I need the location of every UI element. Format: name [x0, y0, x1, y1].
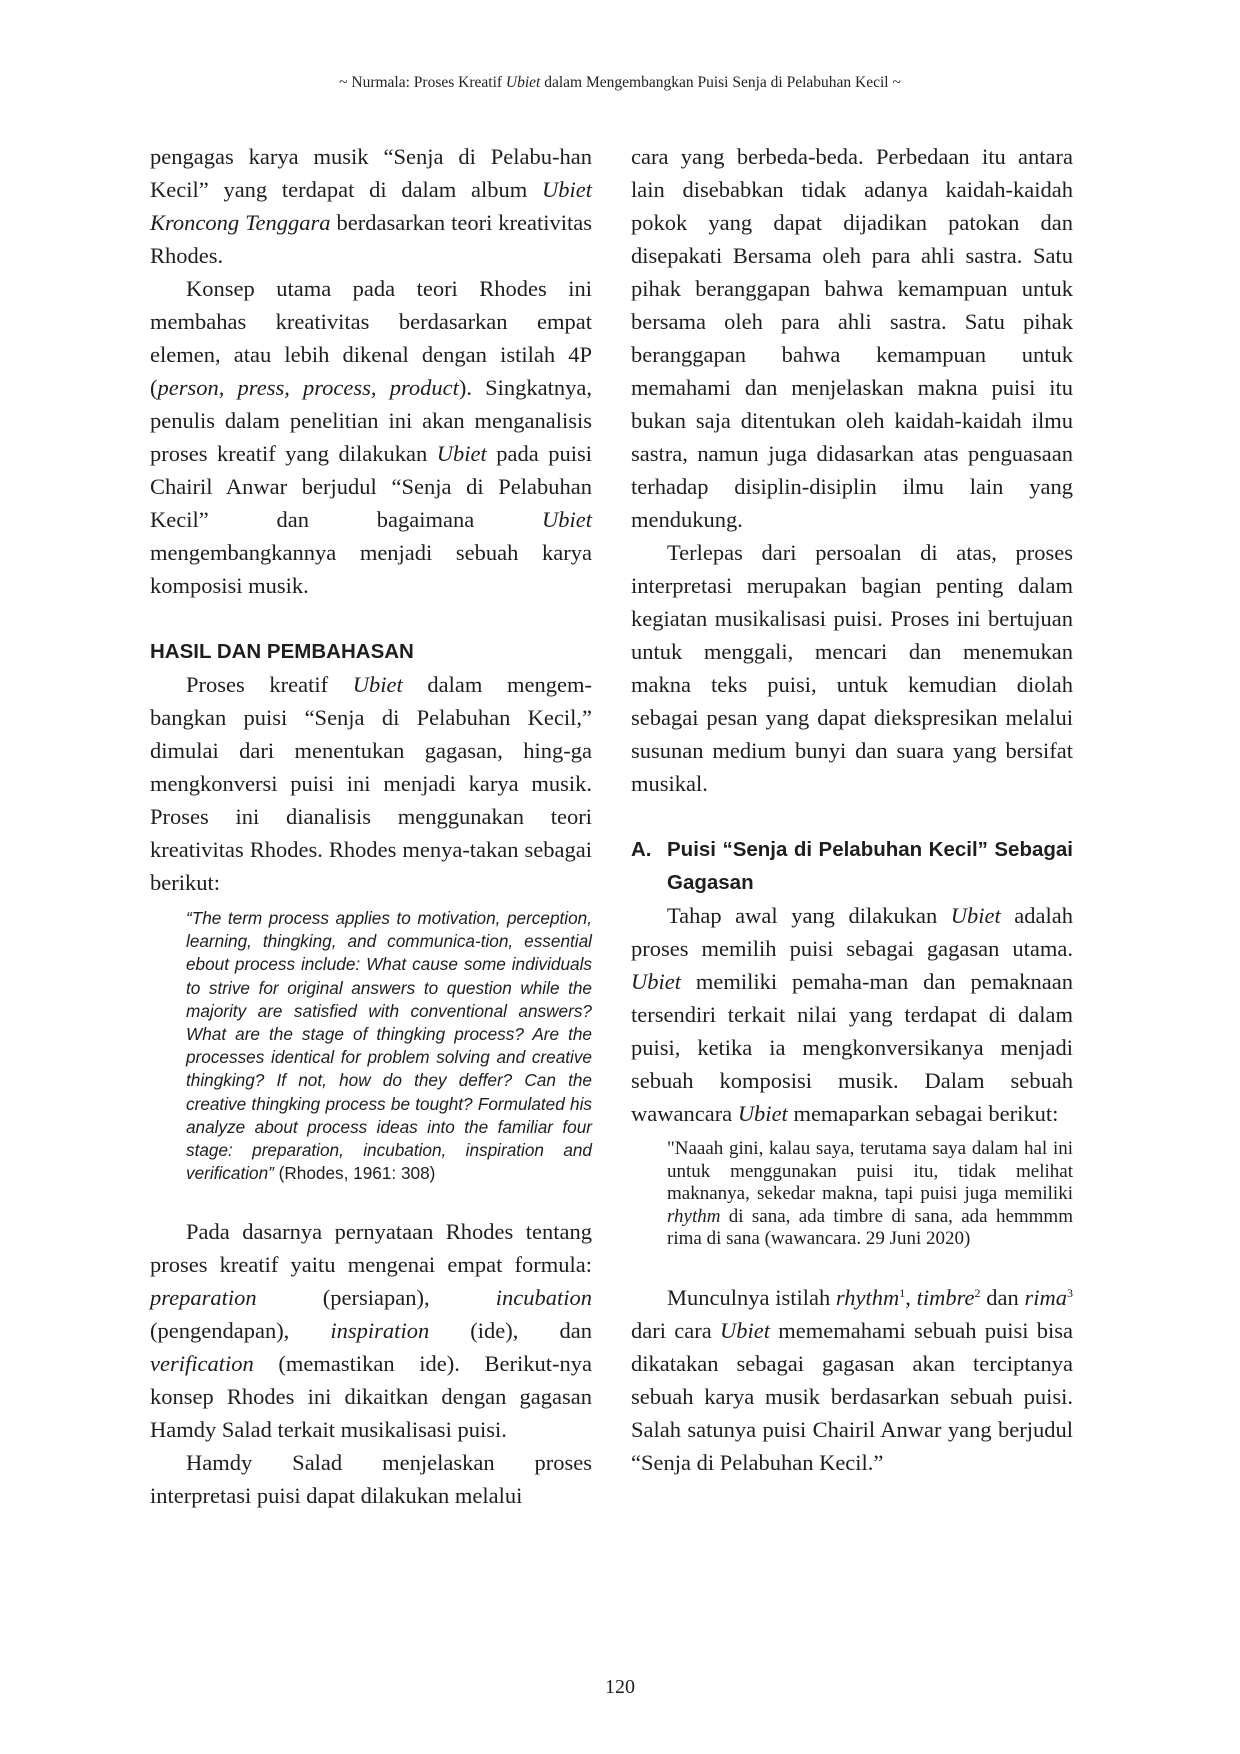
running-head-italic: Ubiet — [505, 74, 541, 91]
italic-text: Ubiet — [737, 1101, 788, 1126]
italic-text: Ubiet — [950, 903, 1001, 928]
text: dalam mengem-bangkan puisi “Senja di Pelabuhan Kecil,” dimulai dari menentukan gagasan, hing-ga mengkonversi puisi ini menjadi karya musik. Proses ini dianalisis menggunakan teori kreativitas Rhodes. Rhodes menya-takan sebagai berikut: — [150, 672, 592, 895]
text: (pengendapan), — [150, 1318, 331, 1344]
italic-text: verification — [150, 1351, 254, 1377]
text: mengembangkannya menjadi sebuah karya komposisi musik. — [150, 540, 592, 598]
block-quote-english — [186, 907, 592, 1185]
text: mememahami sebuah puisi bisa dikatakan sebagai gagasan akan terciptanya sebuah karya musik berdasarkan sebuah puisi. Salah satunya puisi Chairil Anwar yang berjudul “Senja di Pelabuhan Kecil.” — [631, 1317, 1074, 1475]
page-number: 120 — [605, 1676, 635, 1698]
paragraph — [150, 668, 592, 899]
block-quote-interview — [667, 1138, 1073, 1251]
text: (ide), dan — [429, 1318, 592, 1344]
left-column — [150, 140, 592, 1512]
footnote-marker: 3 — [1067, 1285, 1073, 1300]
paragraph — [150, 1215, 592, 1446]
text: memiliki pemaha-man dan pemaknaan tersendiri terkait nilai yang terdapat di dalam puisi, ketika ia mengkonversikanya menjadi sebuah komposisi musik. Dalam sebuah wawancara — [631, 969, 1073, 1126]
italic-text: preparation — [150, 1285, 257, 1311]
section-heading: HASIL DAN PEMBAHASAN — [150, 640, 414, 663]
paragraph — [150, 140, 592, 272]
text: dari cara — [631, 1317, 720, 1343]
quote-text: "Naaah gini, kalau saya, terutama saya dalam hal ini untuk menggunakan puisi itu, tidak melihat maknanya, sekedar makna, tapi puisi juga memiliki — [667, 1138, 1073, 1205]
italic-text: rhythm — [835, 1284, 900, 1310]
text: berdasarkan teori kreativitas Rhodes. — [150, 210, 592, 268]
running-head — [0, 74, 1240, 92]
paragraph — [150, 272, 592, 602]
paragraph: cara yang berbeda-beda. Perbedaan itu antara lain disebabkan tidak adanya kaidah-kaidah pokok yang dapat dijadikan patokan dan disepakati Bersama oleh para ahli sastra. Satu pihak beranggapan bahwa kemampuan untuk bersama oleh para ahli sastra. Satu pihak beranggapan bahwa kemampuan untuk memahami dan menjelaskan makna puisi itu bukan saja ditentukan oleh kaidah-kaidah ilmu sastra, namun juga didasarkan atas penguasaan terhadap disiplin-disiplin ilmu lain yang mendukung. — [631, 144, 1073, 532]
paragraph: Terlepas dari persoalan di atas, proses interpretasi merupakan bagian penting dalam kegiatan musikalisasi puisi. Proses ini bertujuan untuk menggali, mencari dan menemukan makna teks puisi, untuk kemudian diolah sebagai pesan yang dapat diekspresikan melalui susunan medium bunyi dan suara yang bersifat musikal. — [631, 540, 1073, 796]
text: , — [905, 1284, 917, 1310]
text: Proses kreatif — [186, 672, 353, 697]
italic-text: rima — [1024, 1284, 1067, 1310]
quote-text: “The term process applies to motivation, perception, learning, thingking, and communica-tion, essential ebout process include: What cause some individuals to strive for original answers to question while the majority are satisfied with conventional answers? What are the stage of thingking process? Are the processes identical for problem solving and creative thingking? If not, how do they deffer? Can the creative thingking process be tought? Formulated his analyze about process ideas into the familiar four stage: preparation, incubation, inspiration and verification” — [186, 908, 592, 1184]
italic-text: Ubiet — [542, 507, 592, 532]
text: Tahap awal yang dilakukan — [667, 903, 951, 928]
text: (memastikan ide). Berikut-nya konsep Rhodes ini dikaitkan dengan gagasan Hamdy Salad terkait musikalisasi puisi. — [150, 1351, 592, 1443]
text: Munculnya istilah — [667, 1284, 836, 1310]
text: memaparkan sebagai berikut: — [787, 1101, 1059, 1126]
text: dan — [980, 1284, 1025, 1310]
text: Konsep utama pada teori Rhodes ini membahas kreativitas berdasarkan empat elemen, atau lebih dikenal dengan istilah 4P ( — [150, 276, 592, 400]
italic-text: Ubiet — [719, 1317, 770, 1343]
italic-text: incubation — [495, 1285, 592, 1311]
italic-text: timbre — [916, 1284, 975, 1310]
italic-text: person, press, process, product — [157, 375, 459, 400]
subsection-number: A. — [631, 838, 652, 861]
italic-text: rhythm — [667, 1205, 721, 1227]
italic-text: Ubiet — [436, 441, 487, 466]
running-head-text-end: dalam Mengembangkan Puisi Senja di Pelabuhan Kecil ~ — [540, 74, 901, 91]
paragraph — [631, 899, 1073, 1130]
text: Pada dasarnya pernyataan Rhodes tentang proses kreatif yaitu mengenai empat formula: — [150, 1219, 592, 1278]
italic-text: Ubiet — [631, 969, 681, 994]
quote-text: di sana, ada timbre di sana, ada hemmmm rima di sana (wawancara. 29 Juni 2020) — [667, 1205, 1073, 1250]
running-head-text: ~ Nurmala: Proses Kreatif — [339, 74, 506, 91]
citation: (Rhodes, 1961: 308) — [273, 1163, 436, 1184]
paragraph: Hamdy Salad menjelaskan proses interpretasi puisi dapat dilakukan melalui — [150, 1450, 592, 1509]
footnote-marker: 1 — [899, 1285, 906, 1300]
italic-text: Ubiet Kroncong Tenggara — [150, 177, 592, 235]
text: (persiapan), — [256, 1285, 496, 1311]
text: adalah proses memilih puisi sebagai gagasan utama. — [631, 903, 1073, 961]
text: pengagas karya musik “Senja di Pelabu-han Kecil” yang terdapat di dalam album — [150, 144, 592, 202]
text: pada puisi Chairil Anwar berjudul “Senja di Pelabuhan Kecil” dan bagaimana — [150, 441, 592, 532]
subsection-title: Puisi “Senja di Pelabuhan Kecil” Sebagai Gagasan — [667, 838, 1073, 894]
italic-text: inspiration — [330, 1318, 430, 1344]
paragraph — [631, 1281, 1073, 1479]
footnote-marker: 2 — [974, 1285, 981, 1300]
right-column — [631, 140, 1073, 1479]
italic-text: Ubiet — [352, 672, 403, 697]
text: ). Singkatnya, penulis dalam penelitian ini akan menganalisis proses kreatif yang dilakukan — [150, 375, 593, 466]
subsection-heading — [631, 833, 1073, 899]
